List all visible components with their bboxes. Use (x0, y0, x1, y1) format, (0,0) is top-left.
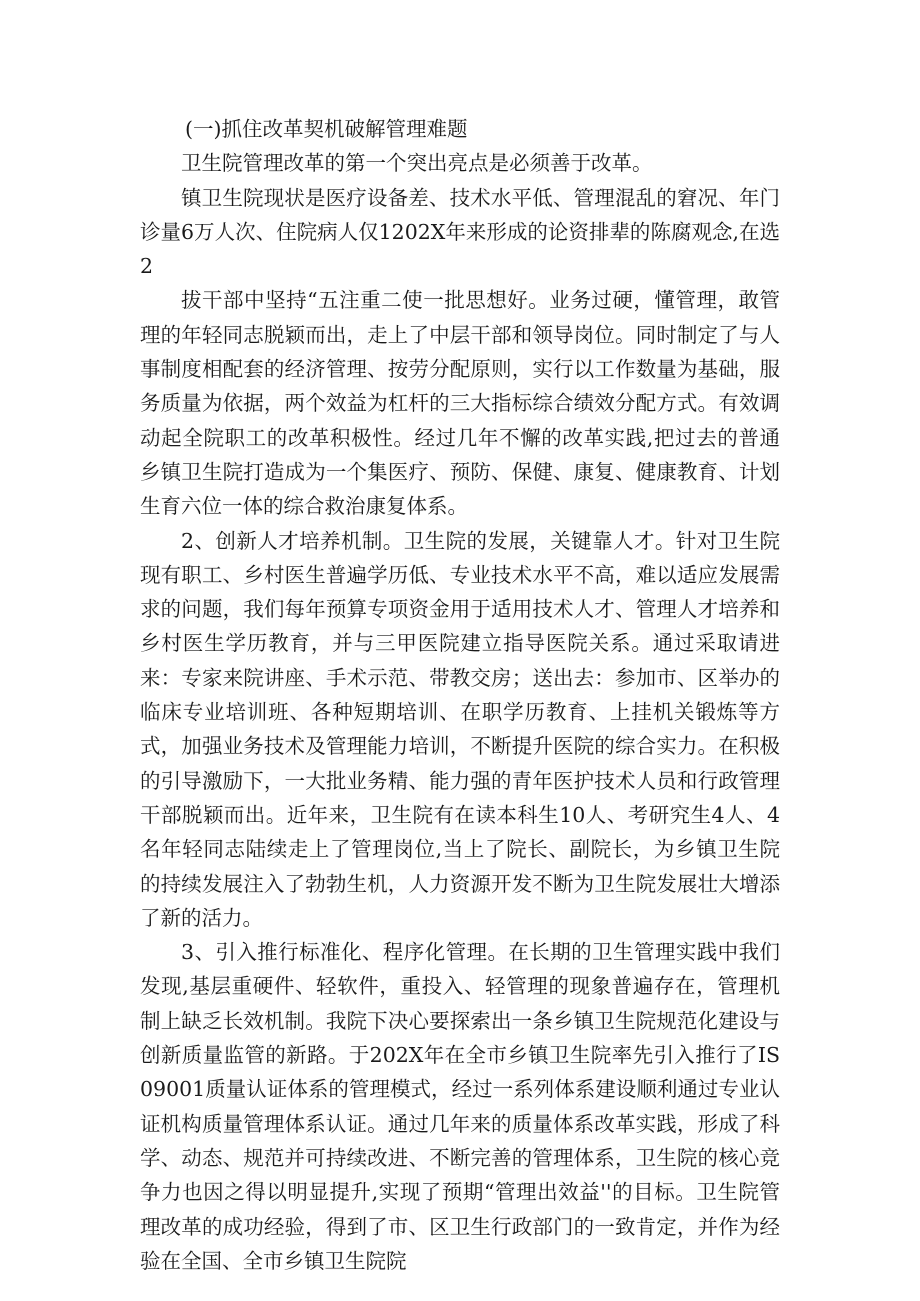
document-body (140, 112, 780, 1278)
paragraph-standardized-management: 3、引入推行标准化、程序化管理。在长期的卫生管理实践中我们发现,基层重硬件、轻软件，重投入、轻管理的现象普遍存在，管理机制上缺乏长效机制。我院下决心要探索出一条乡镇卫生院规范化建设与创新质量监管的新路。于202X年在全市乡镇卫生院率先引入推行了IS09001质量认证体系的管理模式，经过一系列体系建设顺利通过专业认证机构质量管理体系认证。通过几年来的质量体系改革实践，形成了科学、动态、规范并可持续改进、不断完善的管理体系，卫生院的核心竞争力也因之得以明显提升,实现了预期“管理出效益''的目标。卫生院管理改革的成功经验，得到了市、区卫生行政部门的一致肯定，并作为经验在全国、全市乡镇卫生院院 (140, 940, 780, 1273)
paragraph-talent-training: 2、创新人才培养机制。卫生院的发展，关键靠人才。针对卫生院现有职工、乡村医生普遍学历低、专业技术水平不高，难以适应发展需求的问题，我们每年预算专项资金用于适用技术人才、管理人才培养和乡村医生学历教育，并与三甲医院建立指导医院关系。通过采取请进来：专家来院讲座、手术示范、带教交房；送出去：参加市、区举办的临床专业培训班、各种短期培训、在职学历教育、上挂机关锻炼等方式，加强业务技术及管理能力培训，不断提升医院的综合实力。在积极的引导激励下，一大批业务精、能力强的青年医护技术人员和行政管理干部脱颖而出。近年来，卫生院有在读本科生10人、考研究生4人、4名年轻同志陆续走上了管理岗位,当上了院长、副院长，为乡镇卫生院的持续发展注入了勃勃生机，人力资源开发不断为卫生院发展壮大增添了新的活力。 (140, 528, 780, 930)
paragraph-intro: 卫生院管理改革的第一个突出亮点是必须善于改革。 (181, 151, 653, 176)
section-heading: (一)抓住改革契机破解管理难题 (185, 117, 468, 141)
paragraph-cadre-selection: 拔干部中坚持“五注重二使一批思想好。业务过硬，懂管理，敢管理的年轻同志脱颖而出，走上了中层干部和领导岗位。同时制定了与人事制度相配套的经济管理、按劳分配原则，实行以工作数量为基础，服务质量为依据，两个效益为杠杆的三大指标综合绩效分配方式。有效调动起全院职工的改革积极性。经过几年不懈的改革实践,把过去的普通乡镇卫生院打造成为一个集医疗、预防、保健、康复、健康教育、计划生育六位一体的综合救治康复体系。 (140, 288, 780, 519)
paragraph-status: 镇卫生院现状是医疗设备差、技术水平低、管理混乱的窘况、年门诊量6万人次、住院病人仅1202X年来形成的论资排辈的陈腐观念,在选2 (140, 185, 780, 279)
